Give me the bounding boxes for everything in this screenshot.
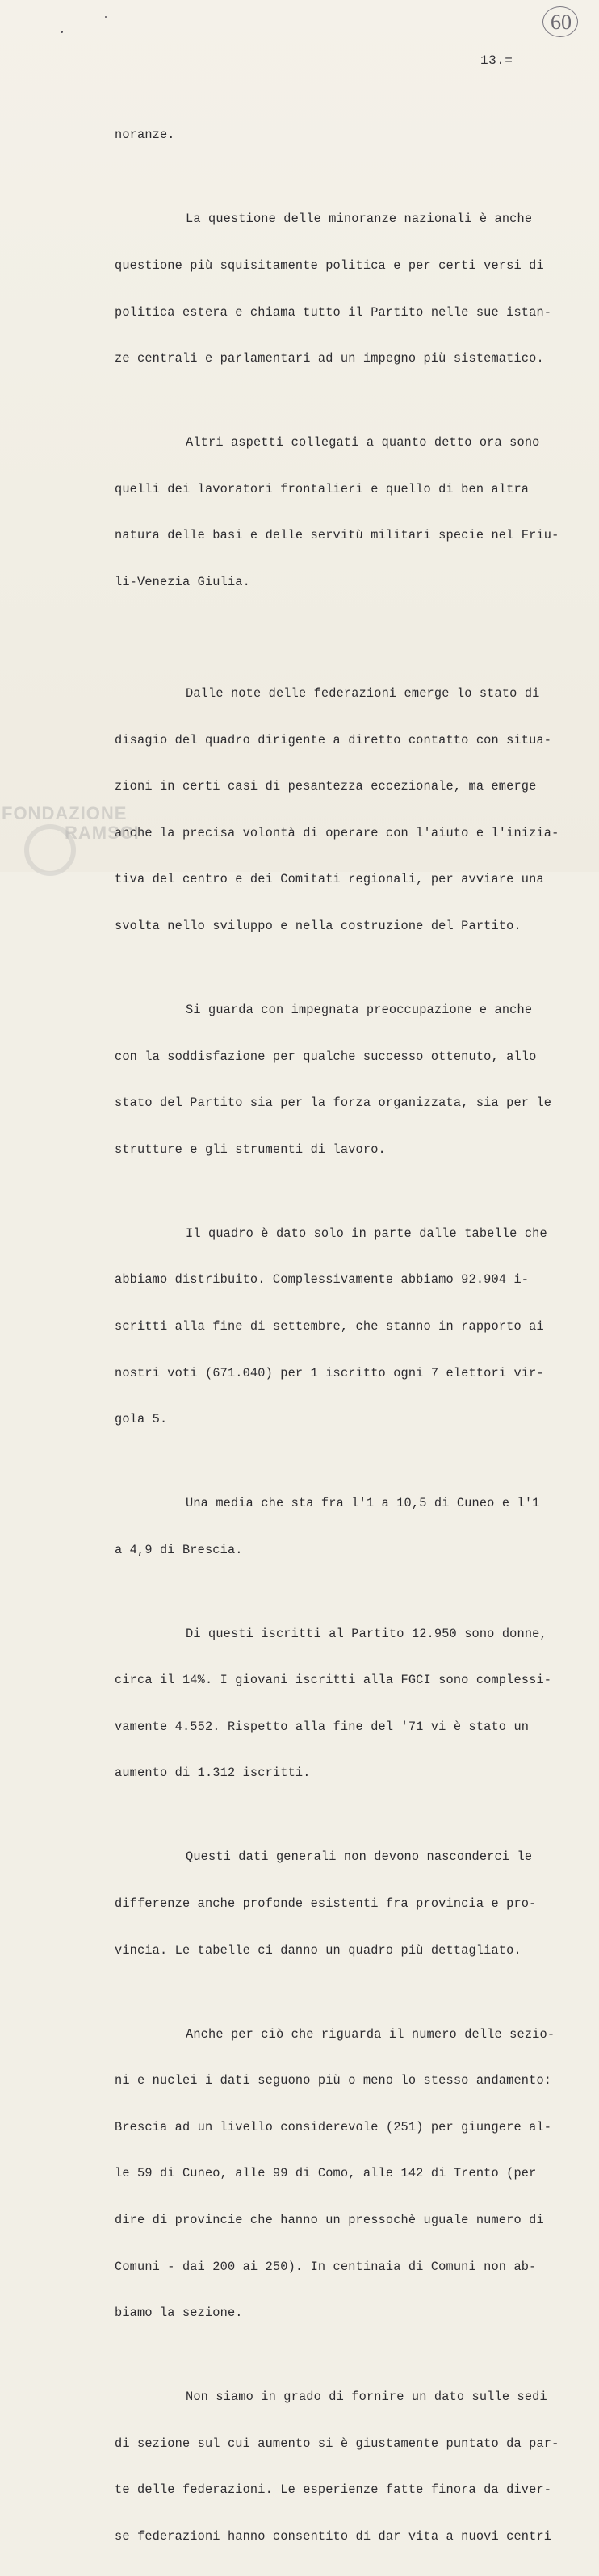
text-line: Si guarda con impegnata preoccupazione e anche bbox=[186, 1002, 533, 1017]
text-line: zioni in certi casi di pesantezza eccezionale, ma emerge bbox=[115, 779, 537, 794]
text-line: natura delle basi e delle servitù militari specie nel Friu- bbox=[115, 528, 559, 543]
text-line: politica estera e chiama tutto il Partito nelle sue istan- bbox=[115, 304, 552, 320]
text-line: Dalle note delle federazioni emerge lo stato di bbox=[186, 685, 540, 701]
text-line: nostri voti (671.040) per 1 iscritto ogni 7 elettori vir- bbox=[115, 1365, 544, 1380]
text-line: Questi dati generali non devono nasconderci le bbox=[186, 1849, 533, 1865]
paragraph bbox=[115, 404, 559, 622]
paragraph bbox=[115, 1819, 551, 1989]
watermark-text: RAMSCI bbox=[65, 823, 140, 843]
text-line: te delle federazioni. Le esperienze fatte finora da diver- bbox=[115, 2482, 552, 2498]
text-line: Altri aspetti collegati a quanto detto ora sono bbox=[186, 435, 540, 450]
text-line: noranze. bbox=[115, 128, 175, 143]
text-line: li-Venezia Giulia. bbox=[115, 574, 250, 589]
archive-stamp-number bbox=[542, 6, 580, 39]
typed-text-body bbox=[115, 97, 559, 2576]
text-line: Brescia ad un livello considerevole (251) per giungere al- bbox=[115, 2119, 552, 2134]
paragraph bbox=[115, 2359, 559, 2576]
watermark-text: FONDAZIONE bbox=[2, 803, 128, 823]
scan-speck bbox=[105, 16, 107, 18]
paragraph bbox=[115, 1996, 555, 2352]
text-line: Il quadro è dato solo in parte dalle tabelle che bbox=[186, 1225, 547, 1241]
text-line: Anche per ciò che riguarda il numero delle sezio- bbox=[186, 2026, 555, 2042]
paragraph bbox=[115, 1195, 551, 1458]
text-line: gola 5. bbox=[115, 1412, 168, 1427]
watermark-logo-ring bbox=[24, 824, 76, 876]
paragraph bbox=[115, 656, 559, 965]
text-line: differenze anche profonde esistenti fra provincia e pro- bbox=[115, 1896, 537, 1912]
text-line: circa il 14%. I giovani iscritti alla FGCI sono complessi- bbox=[115, 1673, 552, 1688]
scan-speck bbox=[61, 31, 63, 33]
text-line: dire di provincie che hanno un pressochè uguale numero di bbox=[115, 2213, 544, 2228]
archive-stamp-circle bbox=[542, 6, 578, 37]
text-line: quelli dei lavoratori frontalieri e quello di ben altra bbox=[115, 481, 530, 496]
text-line: aumento di 1.312 iscritti. bbox=[115, 1766, 311, 1781]
paragraph bbox=[115, 181, 551, 398]
text-line: di sezione sul cui aumento si è giustamente puntato da par- bbox=[115, 2436, 559, 2451]
page-number: 13.= bbox=[480, 53, 513, 68]
text-line: Non siamo in grado di fornire un dato sulle sedi bbox=[186, 2390, 547, 2405]
text-line: con la soddisfazione per qualche successo ottenuto, allo bbox=[115, 1049, 537, 1064]
text-line: svolta nello sviluppo e nella costruzione del Partito. bbox=[115, 918, 522, 933]
text-line: scritti alla fine di settembre, che stanno in rapporto ai bbox=[115, 1318, 544, 1334]
text-line: ni e nuclei i dati seguono più o meno lo stesso andamento: bbox=[115, 2073, 552, 2088]
text-line: a 4,9 di Brescia. bbox=[115, 1542, 243, 1557]
paragraph bbox=[115, 1595, 551, 1812]
text-line: vincia. Le tabelle ci danno un quadro più dettagliato. bbox=[115, 1942, 522, 1958]
text-line: strutture e gli strumenti di lavoro. bbox=[115, 1141, 386, 1157]
text-line: stato del Partito sia per la forza organizzata, sia per le bbox=[115, 1095, 552, 1111]
text-line: disagio del quadro dirigente a diretto contatto con situa- bbox=[115, 732, 552, 748]
text-line: questione più squisitamente politica e per certi versi di bbox=[115, 258, 544, 273]
paragraph bbox=[115, 1465, 551, 1590]
text-line: tiva del centro e dei Comitati regionali, per avviare una bbox=[115, 872, 544, 887]
text-line: ze centrali e parlamentari ad un impegno più sistematico. bbox=[115, 351, 544, 367]
text-line: le 59 di Cuneo, alle 99 di Como, alle 142 di Trento (per bbox=[115, 2166, 537, 2181]
archive-number-text: 60 bbox=[551, 10, 572, 34]
text-line: Una media che sta fra l'1 a 10,5 di Cuneo e l'1 bbox=[186, 1496, 540, 1511]
text-line: anche la precisa volontà di operare con l'aiuto e l'inizia- bbox=[115, 825, 559, 840]
text-line: vamente 4.552. Rispetto alla fine del '71 vi è stato un bbox=[115, 1719, 530, 1734]
paragraph bbox=[115, 972, 551, 1189]
text-line: biamo la sezione. bbox=[115, 2306, 243, 2321]
text-line: abbiamo distribuito. Complessivamente abbiamo 92.904 i- bbox=[115, 1272, 530, 1288]
paragraph bbox=[115, 97, 551, 174]
text-line: La questione delle minoranze nazionali è anche bbox=[186, 212, 533, 227]
text-line: se federazioni hanno consentito di dar vita a nuovi centri bbox=[115, 2529, 552, 2544]
text-line: Di questi iscritti al Partito 12.950 sono donne, bbox=[186, 1626, 547, 1641]
text-line: Comuni - dai 200 ai 250). In centinaia di Comuni non ab- bbox=[115, 2259, 537, 2274]
